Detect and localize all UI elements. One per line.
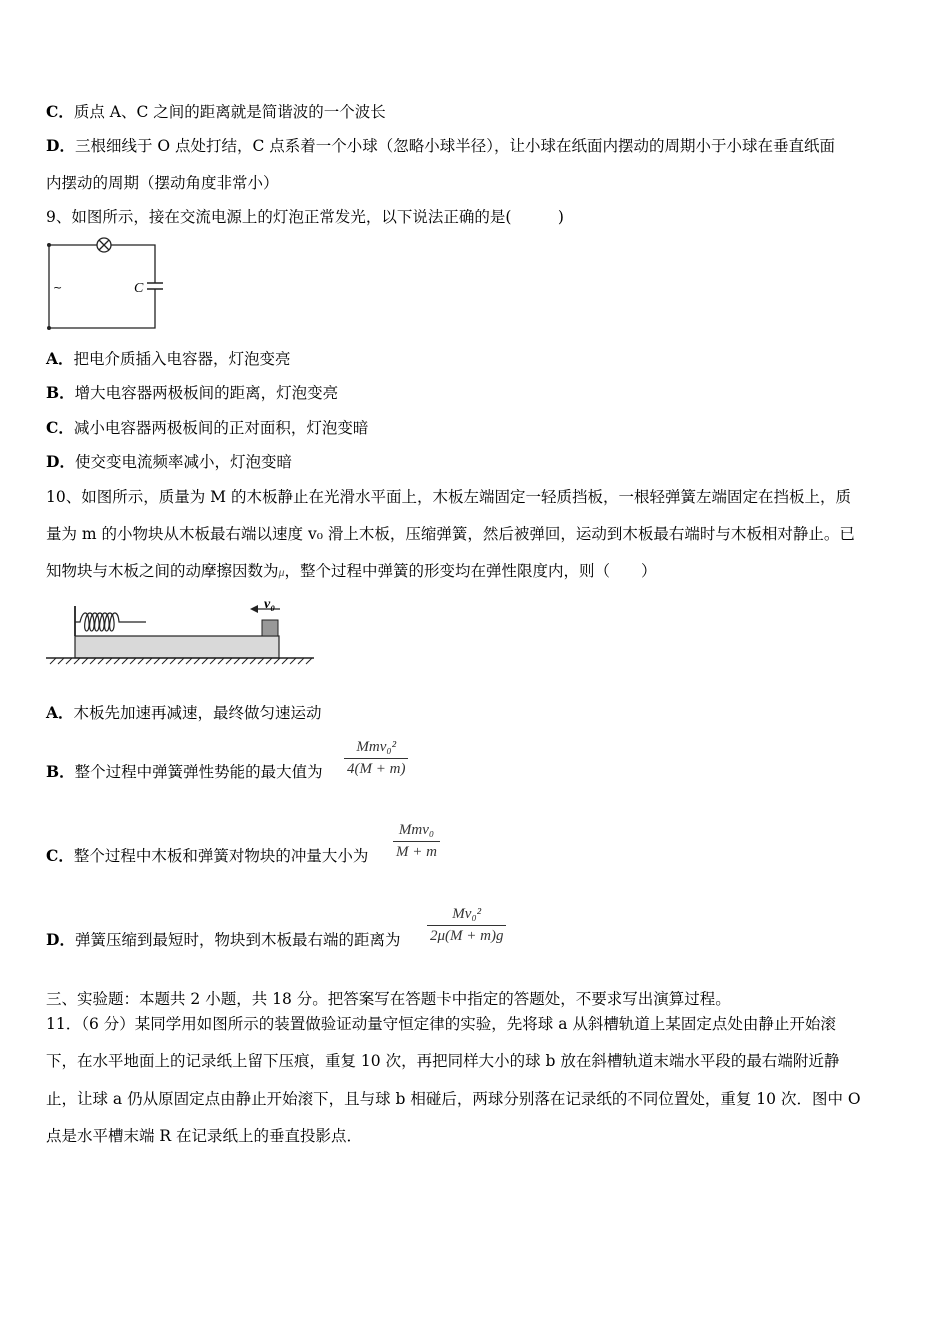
lamp-cross xyxy=(99,240,109,250)
option-letter: D． xyxy=(46,452,75,471)
q10-option-d xyxy=(46,930,400,950)
q11-line4: 点是水平槽末端 R 在记录纸上的垂直投影点． xyxy=(46,1127,363,1145)
q8-option-c xyxy=(46,102,386,122)
option-text: 质点 A、C 之间的距离就是简谐波的一个波长 xyxy=(73,103,386,121)
option-letter: D． xyxy=(46,136,75,155)
arrow-head-icon xyxy=(250,605,258,613)
q10-stem-line2: 量为 m 的小物块从木板最右端以速度 v₀ 滑上木板，压缩弹簧，然后被弹回，运动到木板最右端时与木板相对静止。已 xyxy=(46,525,855,543)
option-text: 增大电容器两极板间的距离，灯泡变亮 xyxy=(74,384,339,402)
q10-option-b xyxy=(46,762,323,782)
q9-circuit-figure xyxy=(44,236,168,334)
q10-stem-line1: 10、如图所示，质量为 M 的木板静止在光滑水平面上，木板左端固定一轻质挡板，一根轻弹簧左端固定在挡板上，质 xyxy=(46,488,851,506)
fraction-numerator: Mmv₀ xyxy=(398,822,435,838)
q10-option-d-formula xyxy=(427,906,506,945)
option-text: 整个过程中弹簧弹性势能的最大值为 xyxy=(74,763,323,781)
q11-line3: 止，让球 a 仍从原固定点由静止开始滚下，且与球 b 相碰后，两球分别落在记录纸的不同位置处，重复 10 次．图中 O xyxy=(46,1090,861,1108)
q10-stem-line3 xyxy=(46,561,657,582)
q9-option-a xyxy=(46,349,291,369)
terminal-dot-top xyxy=(47,243,51,247)
fraction-denominator: 2μ(M + m)g xyxy=(427,925,506,945)
capacitor-icon xyxy=(147,283,163,289)
option-text: 把电介质插入电容器，灯泡变亮 xyxy=(73,350,291,368)
option-text: 使交变电流频率减小，灯泡变暗 xyxy=(74,453,292,471)
option-letter: A． xyxy=(46,349,74,368)
option-text: 三根细线于 O 点处打结，C 点系着一个小球（忽略小球半径），让小球在纸面内摆动的周期小于小球在垂直纸面 xyxy=(74,137,836,155)
q11-line1: 11．（6 分）某同学用如图所示的装置做验证动量守恒定律的实验，先将球 a 从斜槽轨道上某固定点处由静止开始滚 xyxy=(46,1015,836,1033)
q8-option-d xyxy=(46,136,835,156)
option-text: 木板先加速再减速，最终做匀速运动 xyxy=(73,704,322,722)
fraction-denominator: M + m xyxy=(393,841,440,861)
q10-option-a xyxy=(46,703,322,723)
fraction-numerator: Mv₀² xyxy=(452,906,482,922)
option-text: 弹簧压缩到最短时，物块到木板最右端的距离为 xyxy=(74,931,401,949)
option-letter: C． xyxy=(46,102,74,121)
q9-option-c xyxy=(46,418,368,438)
q10-option-c xyxy=(46,846,368,866)
option-letter: C． xyxy=(46,418,74,437)
spring-icon xyxy=(75,613,146,631)
ground-hatch xyxy=(50,658,312,664)
q10-spring-block-figure xyxy=(44,592,318,672)
q11-line2: 下，在水平地面上的记录纸上留下压痕，重复 10 次，再把同样大小的球 b 放在斜槽轨道末端水平段的最右端附近静 xyxy=(46,1052,840,1070)
q8-option-d-continuation: 内摆动的周期（摆动角度非常小） xyxy=(46,174,279,192)
wire-top-right xyxy=(111,245,155,283)
q9-option-d xyxy=(46,452,292,472)
option-letter: D． xyxy=(46,930,75,949)
mu-symbol: μ xyxy=(278,565,285,579)
option-text: 减小电容器两极板间的正对面积，灯泡变暗 xyxy=(73,419,369,437)
small-block xyxy=(262,620,278,636)
q10-option-b-formula xyxy=(344,739,408,778)
section-heading: 三、实验题：本题共 2 小题，共 18 分。把答案写在答题卡中指定的答题处，不要求写出演算过程。 xyxy=(46,990,731,1008)
option-text: 整个过程中木板和弹簧对物块的冲量大小为 xyxy=(73,847,369,865)
stem-text: 知物块与木板之间的动摩擦因数为 xyxy=(46,562,279,580)
option-letter: A． xyxy=(46,703,74,722)
stem-text: ，整个过程中弹簧的形变均在弹性限度内，则（ ） xyxy=(284,562,657,580)
q10-option-c-formula xyxy=(393,822,440,861)
option-letter: B． xyxy=(46,383,75,402)
fraction-numerator: Mmv₀² xyxy=(356,739,397,755)
source-label: ~ xyxy=(53,281,63,294)
fraction-denominator: 4(M + m) xyxy=(344,758,408,778)
terminal-dot-bottom xyxy=(47,326,51,330)
option-letter: C． xyxy=(46,846,74,865)
q9-stem: 9、如图所示，接在交流电源上的灯泡正常发光，以下说法正确的是( ) xyxy=(46,208,564,226)
option-letter: B． xyxy=(46,762,75,781)
q9-option-b xyxy=(46,383,338,403)
capacitor-label: C xyxy=(134,281,144,296)
velocity-label: v₀ xyxy=(264,597,276,612)
board xyxy=(75,636,279,658)
